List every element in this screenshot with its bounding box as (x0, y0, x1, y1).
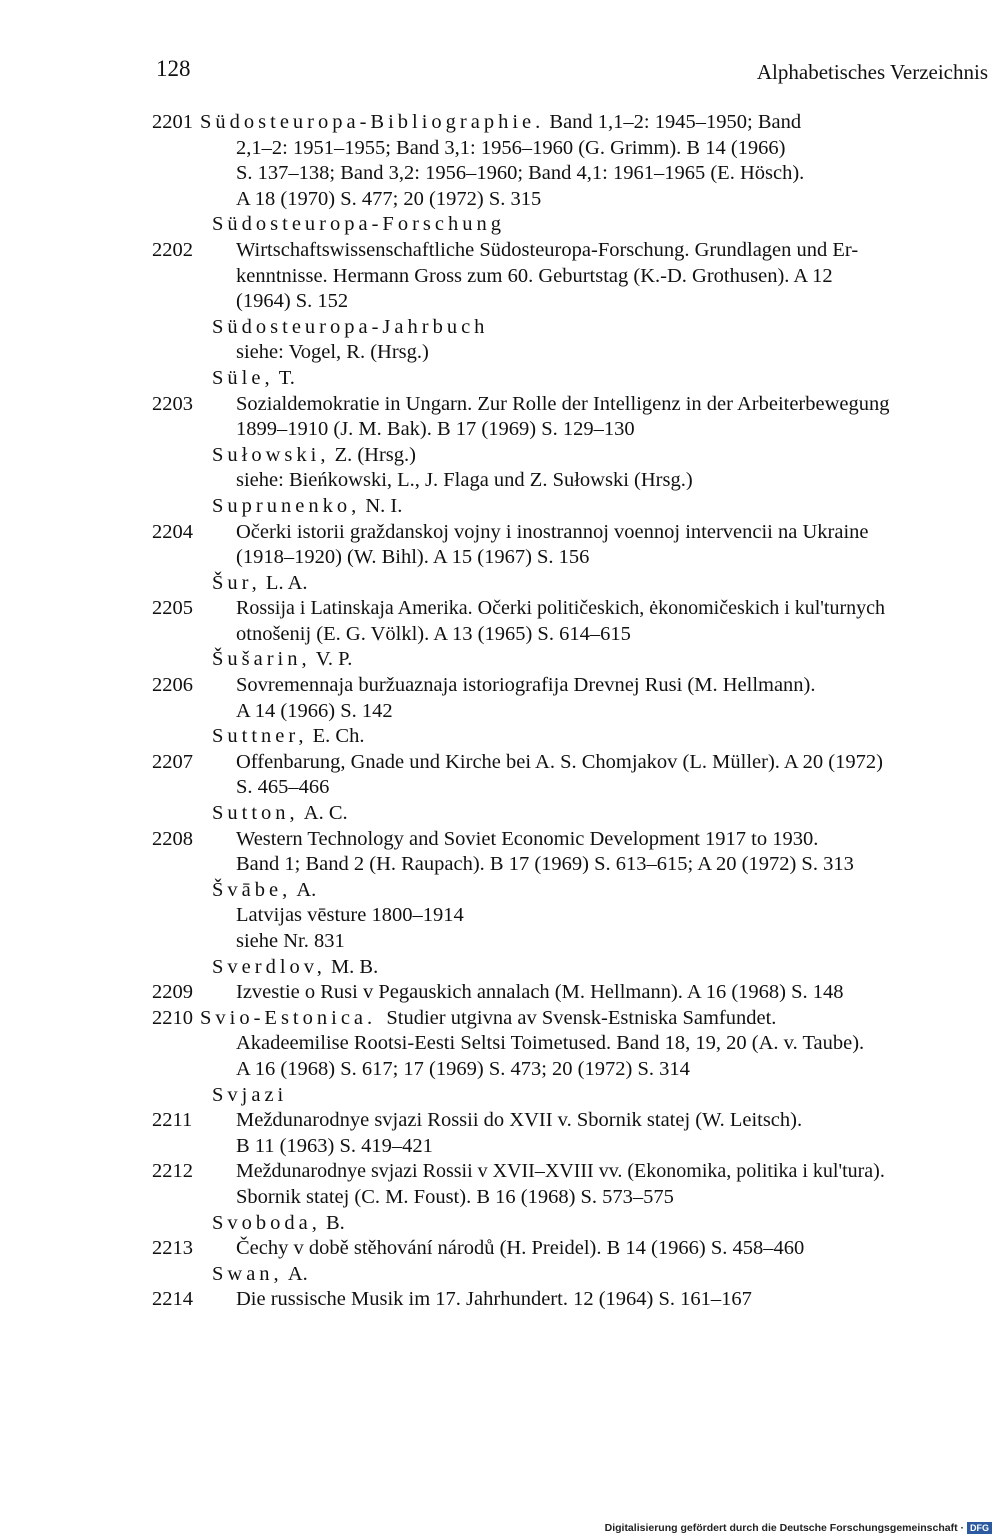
author-heading: Südosteuropa-Forschung (212, 213, 505, 236)
author-heading: Svoboda, B. (212, 1211, 345, 1234)
entry-2211 (140, 1108, 990, 1134)
entry-2205 (140, 596, 990, 622)
entry-line: Band 1; Band 2 (H. Raupach). B 17 (1969) S. 613–615; A 20 (1972) S. 313 (236, 853, 854, 876)
footer-text: Digitalisierung gefördert durch die Deutsche Forschungsgemeinschaft · (604, 1522, 964, 1534)
entry-2201 (140, 110, 990, 136)
entry-2202 (140, 238, 990, 264)
index-entries (140, 110, 990, 1313)
author-heading: Südosteuropa-Jahrbuch (212, 315, 489, 338)
entry-2204 (140, 520, 990, 546)
entry-text: Očerki istorii graždanskoj vojny i inostrannoj voennoj intervencii na Ukraine (236, 520, 869, 543)
see-reference: siehe: Bieńkowski, L., J. Flaga und Z. Sułowski (Hrsg.) (236, 469, 693, 492)
entry-text: Die russische Musik im 17. Jahrhundert. 12 (1964) S. 161–167 (236, 1288, 752, 1311)
entry-text: Rossija i Latinskaja Amerika. Očerki političeskich, ėkonomičeskich i kul'turnych (236, 597, 886, 620)
author-heading: Šušarin, V. P. (212, 648, 353, 671)
dfg-logo: DFG (967, 1522, 992, 1534)
entry-number: 2205 (152, 597, 193, 620)
author-heading: Šur, L. A. (212, 571, 308, 594)
entry-line: Sbornik statej (C. M. Foust). B 16 (1968) S. 573–575 (236, 1185, 674, 1208)
entry-line: S. 465–466 (236, 776, 330, 799)
entry-line: Akadeemilise Rootsi-Eesti Seltsi Toimetused. Band 18, 19, 20 (A. v. Taube). (236, 1032, 865, 1055)
running-head: Alphabetisches Verzeichnis (756, 60, 988, 84)
entry-number: 2201 (152, 111, 193, 133)
entry-line: B 11 (1963) S. 419–421 (236, 1134, 433, 1157)
author-heading: Suttner, E. Ch. (212, 725, 365, 748)
entry-number: 2207 (152, 750, 193, 773)
entry-text: Wirtschaftswissenschaftliche Südosteuropa-Forschung. Grundlagen und Er- (236, 238, 859, 261)
entry-2206 (140, 673, 990, 699)
author-heading: Švābe, A. (212, 878, 317, 901)
entry-number: 2209 (152, 981, 193, 1004)
entry-line: kenntnisse. Hermann Gross zum 60. Geburtstag (K.-D. Grothusen). A 12 (236, 264, 833, 287)
entry-text: Izvestie o Rusi v Pegauskich annalach (M. Hellmann). A 16 (1968) S. 148 (236, 981, 844, 1004)
entry-heading: Svio-Estonica. (200, 1006, 377, 1029)
entry-2203 (140, 392, 990, 418)
entry-2207 (140, 750, 990, 776)
digitization-footer (605, 1522, 992, 1534)
entry-number: 2213 (152, 1237, 193, 1260)
entry-text: Sozialdemokratie in Ungarn. Zur Rolle der Intelligenz in der Arbeiterbewegung (236, 392, 890, 415)
entry-2208 (140, 827, 990, 853)
entry-number: 2211 (152, 1109, 193, 1132)
entry-number: 2203 (152, 392, 193, 415)
entry-line: S. 137–138; Band 3,2: 1956–1960; Band 4,1: 1961–1965 (E. Hösch). (236, 162, 805, 185)
entry-number: 2206 (152, 674, 193, 697)
entry-line: A 14 (1966) S. 142 (236, 699, 393, 722)
entry-line: A 16 (1968) S. 617; 17 (1969) S. 473; 20 (1972) S. 314 (236, 1057, 690, 1080)
entry-line: 2,1–2: 1951–1955; Band 3,1: 1956–1960 (G. Grimm). B 14 (1966) (236, 136, 786, 159)
entry-number: 2208 (152, 827, 193, 850)
entry-line: otnošenij (E. G. Völkl). A 13 (1965) S. 614–615 (236, 622, 631, 645)
entry-number: 2210 (152, 1006, 193, 1029)
author-heading: Swan, A. (212, 1262, 308, 1285)
entry-line: A 18 (1970) S. 477; 20 (1972) S. 315 (236, 187, 542, 210)
entry-line: (1918–1920) (W. Bihl). A 15 (1967) S. 156 (236, 546, 590, 569)
author-heading: Sutton, A. C. (212, 802, 348, 825)
entry-line: Latvijas vēsture 1800–1914 (236, 904, 464, 927)
entry-2210 (140, 1006, 990, 1032)
entry-number: 2214 (152, 1288, 193, 1311)
see-reference: siehe Nr. 831 (236, 930, 345, 952)
author-heading: Süle, T. (212, 366, 295, 389)
entry-text: Sovremennaja buržuaznaja istoriografija Drevnej Rusi (M. Hellmann). (236, 674, 816, 697)
author-heading: Sułowski, Z. (Hrsg.) (212, 443, 416, 466)
entry-2213 (140, 1236, 990, 1262)
entry-text: Offenbarung, Gnade und Kirche bei A. S. Chomjakov (L. Müller). A 20 (1972) (236, 750, 883, 773)
entry-text: Studier utgivna av Svensk-Estniska Samfundet. (386, 1006, 777, 1029)
entry-2214 (140, 1287, 990, 1313)
entry-heading: Südosteuropa-Bibliographie. (200, 111, 545, 133)
entry-number: 2202 (152, 238, 193, 261)
page-number: 128 (156, 56, 191, 81)
entry-2209 (140, 980, 990, 1006)
entry-number: 2212 (152, 1160, 193, 1183)
author-heading: Svjazi (212, 1083, 288, 1106)
see-reference: siehe: Vogel, R. (Hrsg.) (236, 341, 429, 364)
entry-text: Čechy v době stěhování národů (H. Preidel). B 14 (1966) S. 458–460 (236, 1237, 805, 1260)
author-heading: Sverdlov, M. B. (212, 955, 379, 978)
entry-text: Band 1,1–2: 1945–1950; Band (549, 111, 802, 133)
entry-text: Western Technology and Soviet Economic Development 1917 to 1930. (236, 827, 819, 850)
entry-2212 (140, 1159, 990, 1185)
entry-text: Meždunarodnye svjazi Rossii do XVII v. Sbornik statej (W. Leitsch). (236, 1109, 803, 1132)
entry-number: 2204 (152, 520, 193, 543)
entry-text: Meždunarodnye svjazi Rossii v XVII–XVIII vv. (Ekonomika, politika i kul'tura). (236, 1160, 885, 1183)
author-heading: Suprunenko, N. I. (212, 494, 403, 517)
entry-line: 1899–1910 (J. M. Bak). B 17 (1969) S. 129–130 (236, 418, 635, 441)
entry-line: (1964) S. 152 (236, 290, 349, 313)
